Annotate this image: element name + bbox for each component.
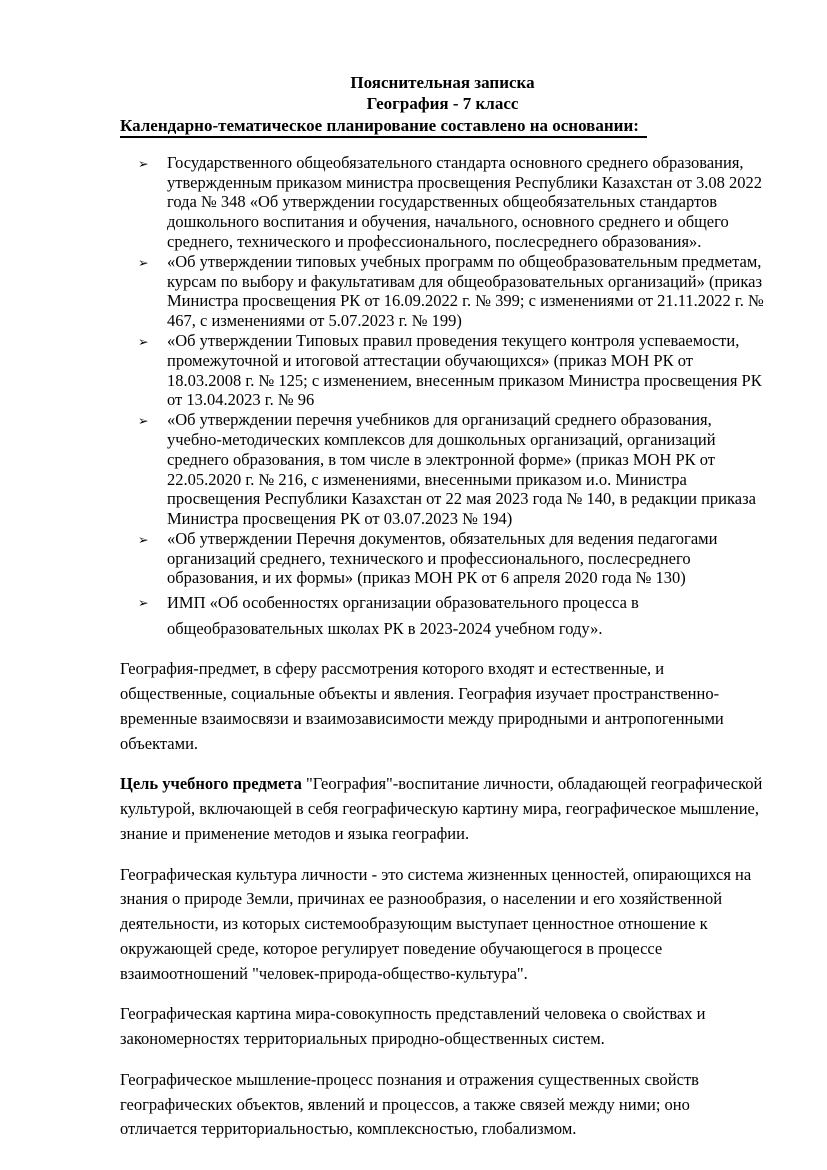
basis-list <box>120 153 765 642</box>
list-item <box>138 590 765 641</box>
page-title: Пояснительная записка <box>350 73 535 92</box>
list-item-text: «Об утверждении перечня учебников для организаций среднего образования, учебно-методических комплексов для дошкольных организаций, организаций среднего образования, в том числе в электронной форме» (приказ МОН РК от 22.05.2020 г. № 216, с изменениями, внесенными приказом и.о. Министра просвещения Республики Казахстан от 22 мая 2023 года № 140, в редакции приказа Министра просвещения РК от 03.07.2023 № 194) <box>167 410 756 529</box>
paragraph-goal-lead: Цель учебного предмета <box>120 774 302 794</box>
list-item-text: «Об утверждении Перечня документов, обязательных для ведения педагогами организаций среднего, технического и профессионального, послесреднего образования, и их формы» (приказ МОН РК от 6 апреля 2020 года № 130) <box>167 528 718 588</box>
section-heading-text: Календарно-тематическое планирование составлено на основании: <box>120 116 647 138</box>
paragraph-goal <box>120 772 765 846</box>
list-item <box>138 410 765 529</box>
list-item-text: ИМП «Об особенностях организации образовательного процесса в общеобразовательных школах РК в 2023-2024 учебном году». <box>167 593 639 638</box>
list-item-text: «Об утверждении Типовых правил проведения текущего контроля успеваемости, промежуточной и итоговой аттестации обучающихся» (приказ МОН РК от 18.03.2008 г. № 125; с изменением, внесенным приказом Министра просвещения РК от 13.04.2023 г. № 96 <box>167 330 762 410</box>
list-item-text: Государственного общеобязательного стандарта основного среднего образования, утвержденным приказом министра просвещения Республики Казахстан от 3.08 2022 года № 348 «Об утверждении государственных общеобязательных стандартов дошкольного воспитания и обучения, начального, основного среднего и общего среднего, технического и профессионального, послесреднего образования». <box>167 152 762 251</box>
paragraph-thinking: Географическое мышление-процесс познания и отражения существенных свойств географических объектов, явлений и процессов, а также связей между ними; оно отличается территориальностью, комплексностью, глобализмом. <box>120 1069 699 1139</box>
paragraph-culture: Географическая культура личности - это система жизненных ценностей, опирающихся на знания о природе Земли, причинах ее разнообразия, о населении и его хозяйственной деятельности, из которых системообразующим выступает ценностное отношение к окружающей среде, которое регулирует поведение обучающегося в процессе взаимоотношений "человек-природа-общество-культура". <box>120 864 752 983</box>
arrow-bullet-icon: ➢ <box>138 531 149 547</box>
arrow-bullet-icon: ➢ <box>138 254 149 270</box>
arrow-bullet-icon: ➢ <box>138 333 149 349</box>
list-item <box>138 331 765 410</box>
page-subtitle: География - 7 класс <box>366 94 519 114</box>
arrow-bullet-icon: ➢ <box>138 155 149 171</box>
list-item <box>138 153 765 252</box>
list-item <box>138 529 765 588</box>
title-block <box>120 72 765 115</box>
arrow-bullet-icon: ➢ <box>138 595 149 611</box>
arrow-bullet-icon: ➢ <box>138 413 149 429</box>
section-heading <box>120 115 765 136</box>
paragraph-intro: География-предмет, в сферу рассмотрения которого входят и естественные, и общественные, социальные объекты и явления. География изучает пространственно-временные взаимосвязи и взаимозависимости между природными и антропогенными объектами. <box>120 659 724 753</box>
list-item <box>138 252 765 331</box>
paragraph-worldview: Географическая картина мира-совокупность представлений человека о свойствах и закономерностях территориальных природно-общественных систем. <box>120 1004 706 1049</box>
list-item-text: «Об утверждении типовых учебных программ по общеобразовательным предметам, курсам по выбору и факультативам для общеобразовательных организаций» (приказ Министра просвещения РК от 16.09.2022 г. № 399; с изменениями от 21.11.2022 г. № 467, с изменениями от 5.07.2023 г. № 199) <box>167 251 764 331</box>
paragraph-goal-text: "География"-воспитание личности, обладающей географической культурой, включающей в себя географическую картину мира, географическое мышление, знание и применение методов и языка географии. <box>120 774 763 843</box>
